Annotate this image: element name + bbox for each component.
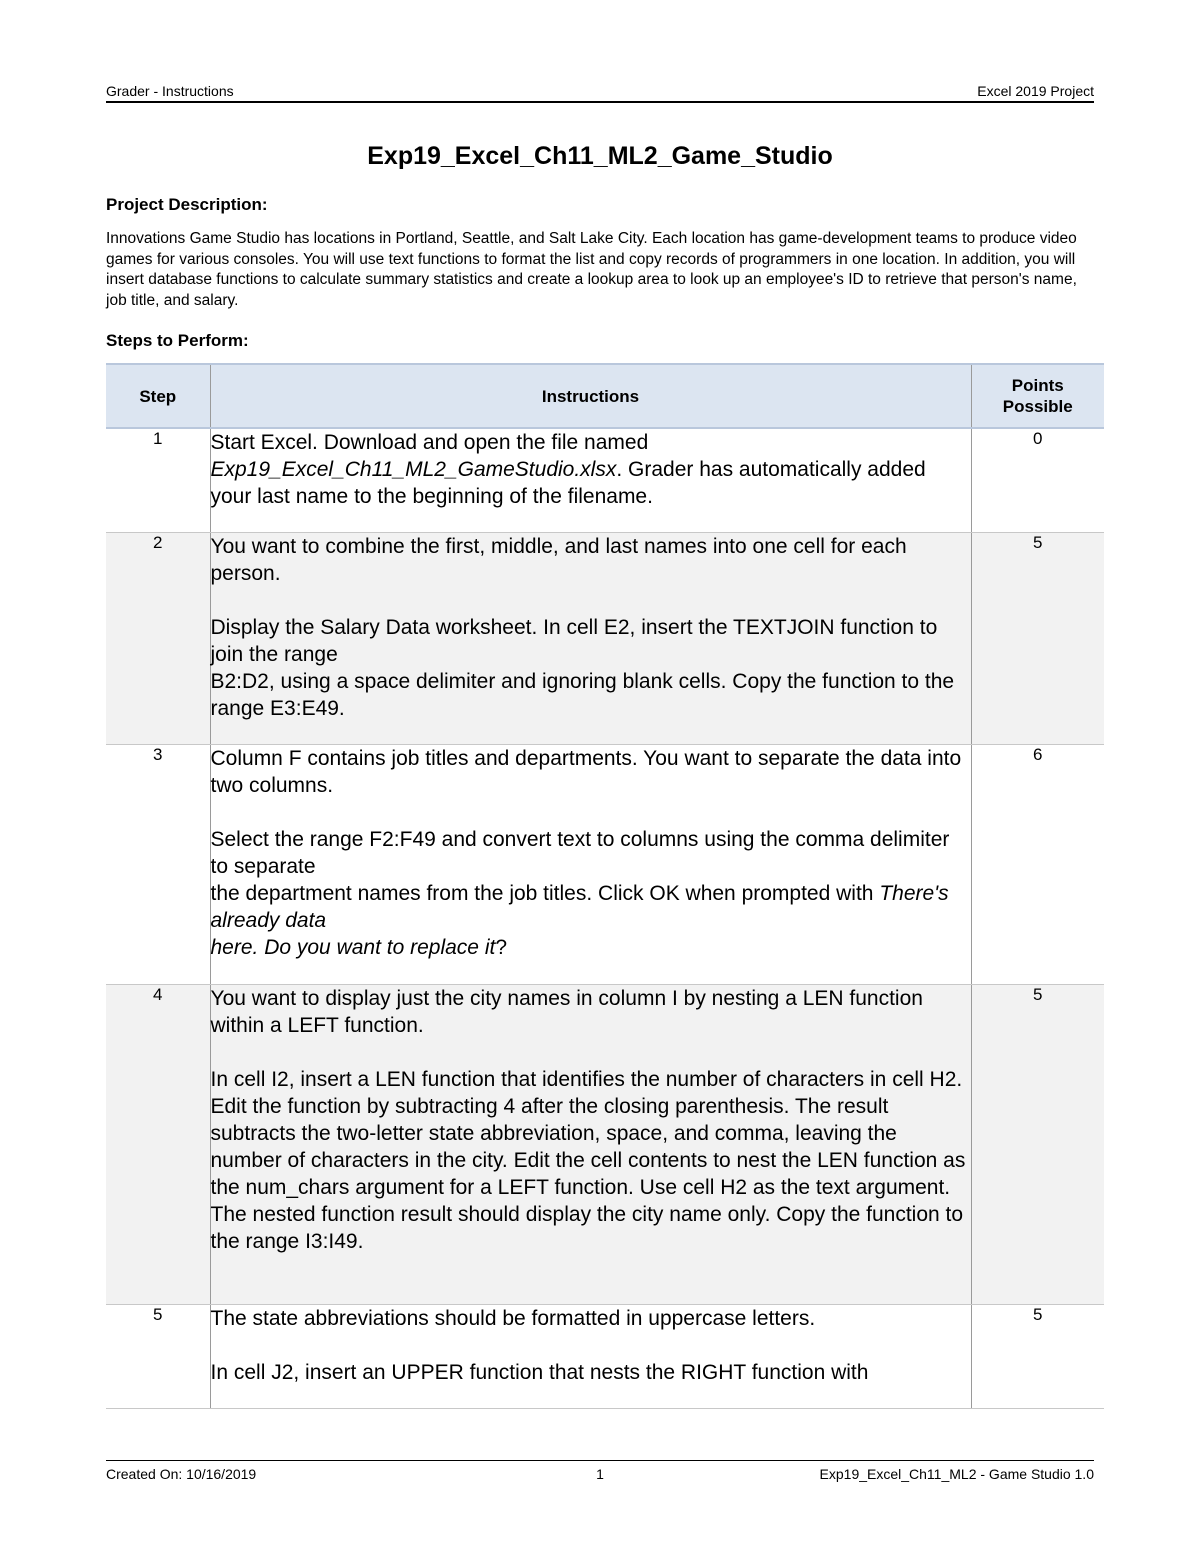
step-number: 4 (106, 984, 210, 1304)
instruction-text: the department names from the job titles. Click OK when prompted with (210, 881, 874, 905)
instruction-text: Start Excel. Download and open the file named (210, 431, 649, 454)
steps-heading: Steps to Perform: (106, 331, 249, 350)
instruction-paragraph (211, 826, 971, 961)
step-points: 5 (971, 532, 1104, 744)
column-header-step: Step (106, 364, 210, 428)
prompt-text: here. Do you want to replace it (210, 935, 496, 959)
project-description-heading: Project Description: (106, 195, 268, 214)
step-number: 2 (106, 532, 210, 744)
header-left-text: Grader - Instructions (106, 83, 234, 99)
step-points: 5 (971, 1304, 1104, 1408)
step-number: 3 (106, 744, 210, 984)
table-row (106, 744, 1104, 984)
footer-created-on: Created On: 10/16/2019 (106, 1466, 257, 1482)
footer-document-id: Exp19_Excel_Ch11_ML2 - Game Studio 1.0 (819, 1466, 1094, 1482)
footer-page-number: 1 (596, 1466, 604, 1482)
table-row (106, 1304, 1104, 1408)
instruction-paragraph: In cell J2, insert an UPPER function that nests the RIGHT function with (210, 1360, 869, 1384)
table-row (106, 984, 1104, 1304)
step-instructions (210, 532, 971, 744)
page-header (106, 83, 1094, 103)
file-name: Exp19_Excel_Ch11_ML2_GameStudio.xlsx (210, 458, 617, 481)
step-instructions (210, 428, 971, 532)
points-header-line2: Possible (1002, 397, 1073, 416)
steps-table (106, 363, 1104, 1409)
table-row (106, 532, 1104, 744)
step-instructions (210, 984, 971, 1304)
step-instructions (210, 744, 971, 984)
instruction-text: Select the range F2:F49 and convert text to columns using the comma delimiter to separate (210, 827, 950, 878)
step-points: 6 (971, 744, 1104, 984)
instruction-text: . Grader has automatically added your last name to the beginning of the filename. (210, 458, 926, 508)
page-footer (106, 1460, 1094, 1486)
project-description-text: Innovations Game Studio has locations in Portland, Seattle, and Salt Lake City. Each location has game-development teams to produce video games for various consoles. You will use text functions to format the list and copy records of programmers in one location. In addition, you will insert database functions to calculate summary statistics and create a lookup area to look up an employee's ID to retrieve that person's name, job title, and salary. (106, 230, 1077, 309)
column-header-points (971, 364, 1104, 428)
instruction-paragraph: In cell I2, insert a LEN function that identifies the number of characters in cell H2. Edit the function by subtracting 4 after the closing parenthesis. The result subtracts the two-letter state abbreviation, space, and comma, leaving the number of characters in the city. Edit the cell contents to nest the LEN function as the num_chars argument for a LEFT function. Use cell H2 as the text argument. The nested function result should display the city name only. Copy the function to the range I3:I49. (210, 1067, 966, 1253)
points-header-line1: Points (1011, 376, 1064, 395)
prompt-text: There's already data (210, 881, 949, 932)
document-title: Exp19_Excel_Ch11_ML2_Game_Studio (367, 142, 833, 170)
instruction-paragraph: You want to display just the city names in column I by nesting a LEN function within a LEFT function. (210, 986, 923, 1037)
instruction-text: Display the Salary Data worksheet. In cell E2, insert the TEXTJOIN function to join the range (210, 615, 938, 666)
table-row (106, 428, 1104, 532)
instruction-paragraph: The state abbreviations should be formatted in uppercase letters. (210, 1306, 816, 1330)
column-header-instructions: Instructions (210, 364, 971, 428)
instruction-paragraph (211, 429, 971, 510)
step-points: 5 (971, 984, 1104, 1304)
step-number: 1 (106, 428, 210, 532)
instruction-paragraph (211, 614, 971, 722)
step-instructions (210, 1304, 971, 1408)
instruction-text: B2:D2, using a space delimiter and ignoring blank cells. Copy the function to the range E3:E49. (210, 669, 955, 720)
instruction-text: ? (495, 935, 508, 959)
step-points: 0 (971, 428, 1104, 532)
header-right-text: Excel 2019 Project (977, 83, 1094, 99)
instruction-paragraph: You want to combine the first, middle, and last names into one cell for each person. (210, 534, 907, 585)
step-number: 5 (106, 1304, 210, 1408)
instruction-paragraph: Column F contains job titles and departments. You want to separate the data into two columns. (210, 746, 962, 797)
table-header-row (106, 364, 1104, 428)
